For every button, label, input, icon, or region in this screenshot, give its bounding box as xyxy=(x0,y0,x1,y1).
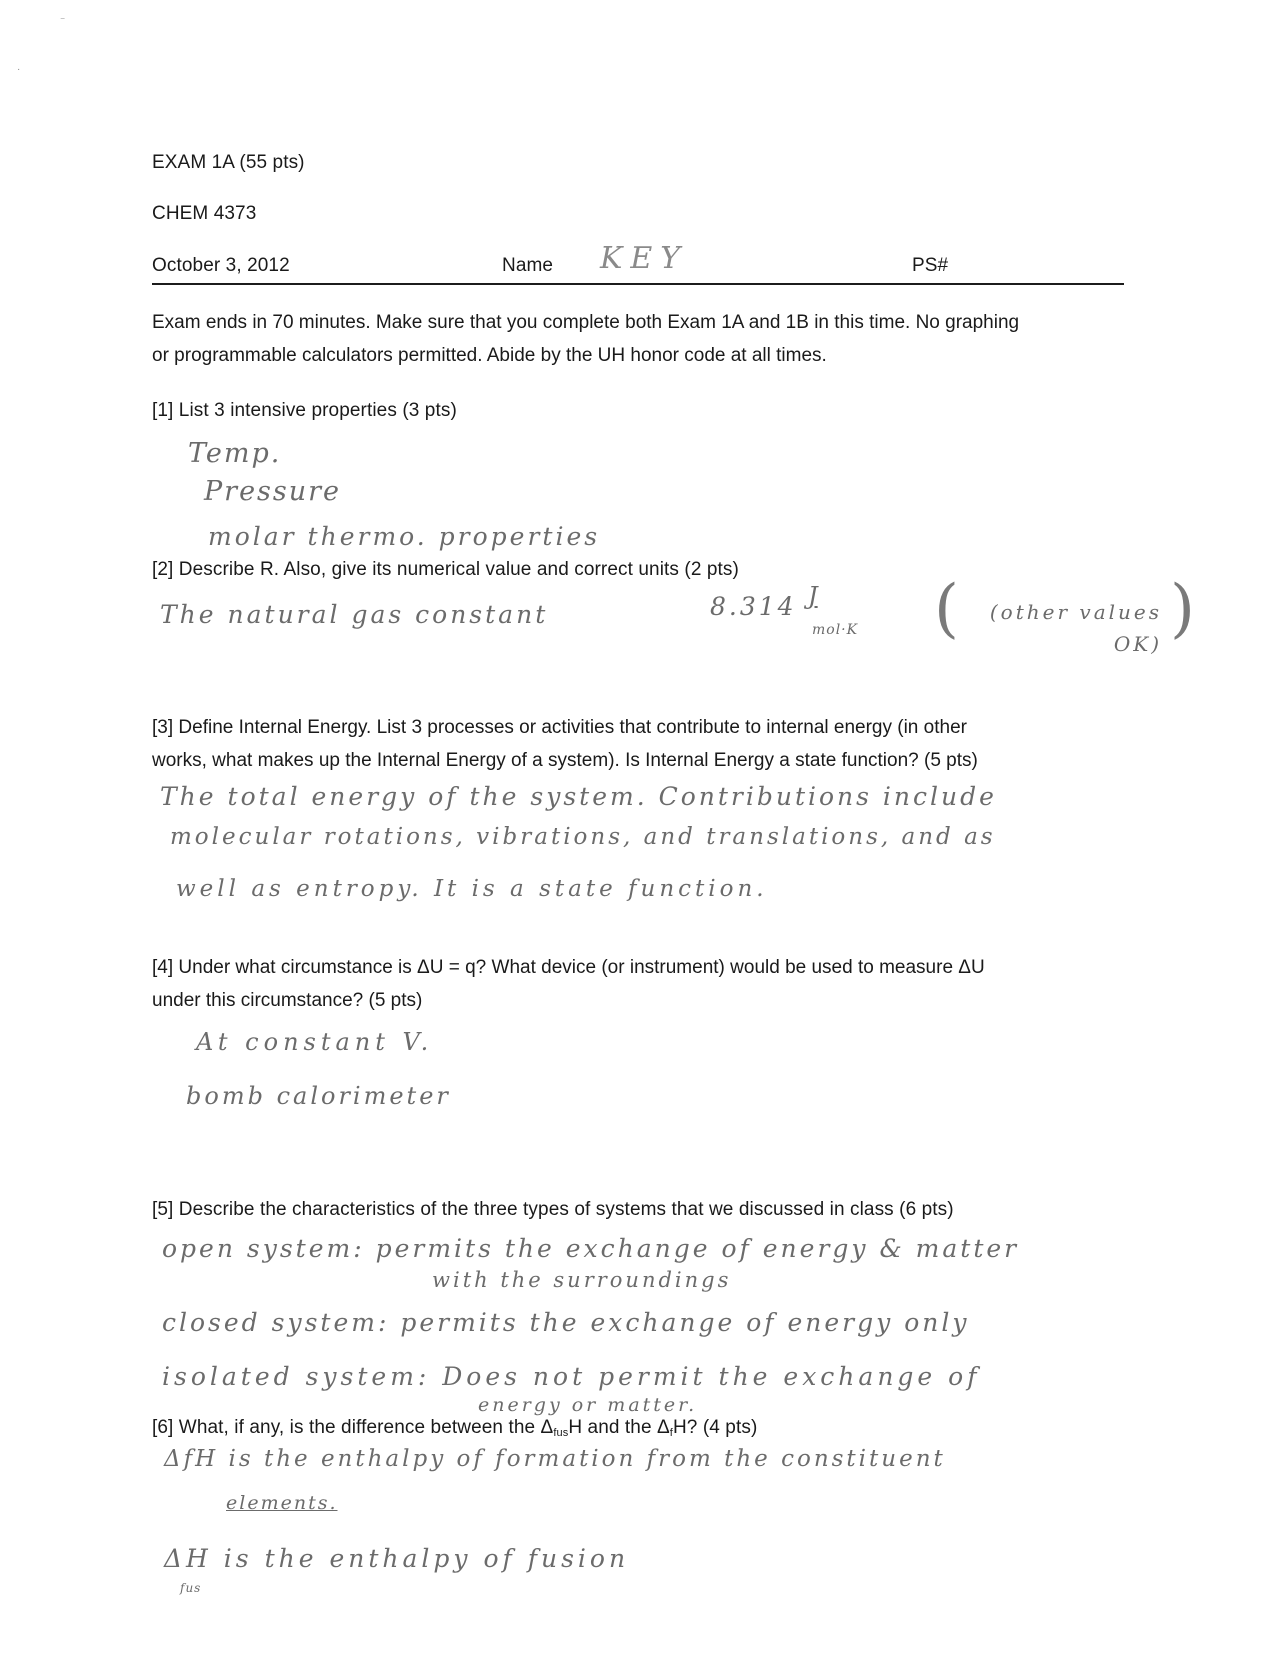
answer-3-line: well as entropy. It is a state function. xyxy=(176,876,768,902)
answer-5-line: energy or matter. xyxy=(478,1394,698,1416)
question-6: [6] What, if any, is the difference between the $\Delta_{fus}H$ and the $\Delta_fH$? (4 pts) xyxy=(152,1417,758,1439)
question-4-line: [4] Under what circumstance is ΔU = q? What device (or instrument) would be used to measure ΔU xyxy=(152,957,985,978)
answer-5-line: isolated system: Does not permit the exchange of xyxy=(162,1362,981,1391)
answer-5-line: open system: permits the exchange of energy & matter xyxy=(162,1234,1020,1263)
answer-3-line: The total energy of the system. Contributions include xyxy=(160,782,997,811)
answer-5-line: with the surroundings xyxy=(432,1268,732,1292)
answer-4-line: bomb calorimeter xyxy=(186,1082,451,1110)
answer-2-main: The natural gas constant xyxy=(160,600,549,629)
answer-5-line: closed system: permits the exchange of energy only xyxy=(162,1308,970,1337)
question-4-line: under this circumstance? (5 pts) xyxy=(152,990,423,1011)
course-code: CHEM 4373 xyxy=(152,203,257,224)
answer-6-line: elements. xyxy=(226,1492,338,1514)
question-3-line: works, what makes up the Internal Energy of a system). Is Internal Energy a state function? (5 pts) xyxy=(152,750,978,771)
scan-speck: ⁻ xyxy=(60,16,66,27)
question-3-line: [3] Define Internal Energy. List 3 processes or activities that contribute to internal energy (in other xyxy=(152,717,967,738)
name-value: KEY xyxy=(600,241,689,276)
question-2: [2] Describe R. Also, give its numerical value and correct units (2 pts) xyxy=(152,559,739,580)
question-4 xyxy=(152,951,985,1017)
exam-date: October 3, 2012 xyxy=(152,255,290,276)
question-5: [5] Describe the characteristics of the three types of systems that we discussed in class (6 pts) xyxy=(152,1199,954,1220)
answer-2-unit-denominator: mol·K xyxy=(812,622,859,638)
answer-2-value: 8.314 xyxy=(710,592,797,621)
answer-2-unit-numerator: J xyxy=(808,582,818,610)
answer-1-line: molar thermo. properties xyxy=(208,522,601,551)
header-rule xyxy=(152,283,1124,285)
answer-6-line: ΔfH is the enthalpy of formation from the constituent xyxy=(164,1446,946,1472)
answer-2-note: (other values OK) xyxy=(989,600,1162,656)
answer-6-line: ΔH is the enthalpy of fusion xyxy=(164,1544,630,1573)
instructions-line: or programmable calculators permitted. Abide by the UH honor code at all times. xyxy=(152,345,827,366)
question-3 xyxy=(152,711,978,777)
answer-4-line: At constant V. xyxy=(196,1028,434,1056)
instructions-line: Exam ends in 70 minutes. Make sure that you complete both Exam 1A and 1B in this time. No graphing xyxy=(152,312,1020,333)
answer-1-line: Temp. xyxy=(188,438,282,469)
answer-2-open-paren-icon: ( xyxy=(934,572,959,646)
answer-3-line: molecular rotations, vibrations, and translations, and as xyxy=(170,824,996,850)
name-label: Name xyxy=(502,255,554,276)
exam-title: EXAM 1A (55 pts) xyxy=(152,152,305,173)
instructions xyxy=(152,306,1019,372)
scan-speck: · xyxy=(17,64,21,75)
ps-label: PS# xyxy=(912,255,949,276)
answer-1-line: Pressure xyxy=(204,476,342,507)
answer-2-close-paren-icon: ) xyxy=(1170,572,1195,646)
question-1: [1] List 3 intensive properties (3 pts) xyxy=(152,400,457,421)
answer-6-subscript: fus xyxy=(180,1581,202,1595)
